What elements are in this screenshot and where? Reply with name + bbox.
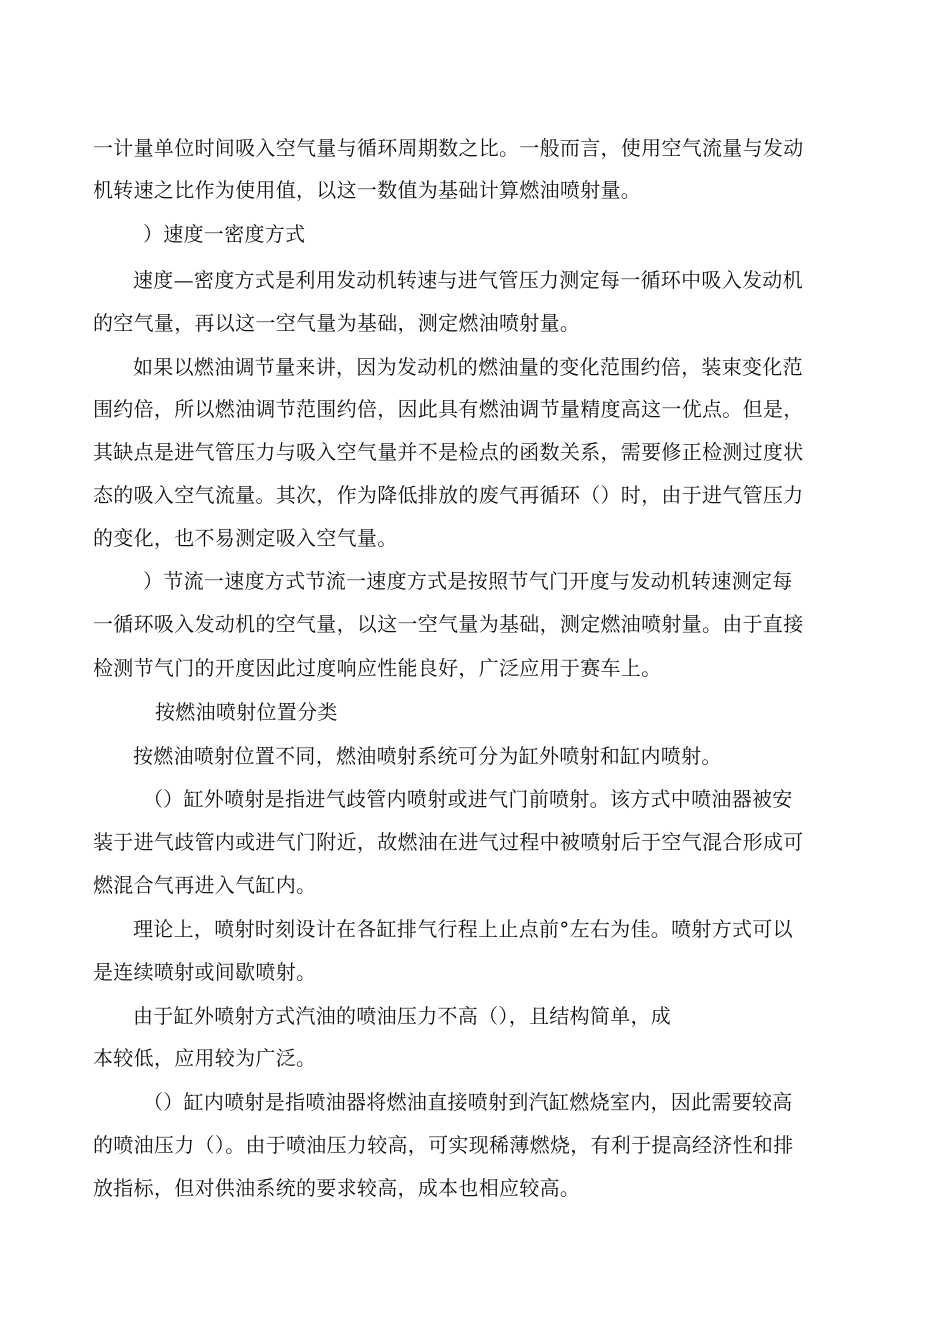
paragraph-p9-line-3: 放指标，但对供油系统的要求较高，成本也相应较高。 [93, 1176, 581, 1200]
paragraph-p3-line-5: 的变化，也不易测定吸入空气量。 [93, 526, 398, 550]
paragraph-p1-line-2: 机转速之比作为使用值，以这一数值为基础计算燃油喷射量。 [93, 178, 642, 202]
paragraph-p6-line-1: （）缸外喷射是指进气歧管内喷射或进气门前喷射。该方式中喷油器被安 [143, 787, 793, 811]
paragraph-p4-line-1: ）节流一速度方式节流一速度方式是按照节气门开度与发动机转速测定每 [143, 569, 793, 593]
paragraph-p7-line-1: 理论上，喷射时刻设计在各缸排气行程上止点前°左右为佳。喷射方式可以 [133, 917, 793, 941]
paragraph-p1-line-1: 一计量单位时间吸入空气量与循环周期数之比。一般而言，使用空气流量与发动 [93, 136, 804, 160]
paragraph-p6-line-3: 燃混合气再进入气缸内。 [93, 873, 317, 897]
section-heading-speed-density: ）速度一密度方式 [143, 222, 306, 246]
paragraph-p8-line-1: 由于缸外喷射方式汽油的喷油压力不高（），且结构简单，成 [133, 1004, 672, 1028]
paragraph-p6-line-2: 装于进气歧管内或进气门附近，故燃油在进气过程中被喷射后于空气混合形成可 [93, 830, 804, 854]
paragraph-p4-line-2: 一循环吸入发动机的空气量，以这一空气量为基础，测定燃油喷射量。由于直接 [93, 612, 804, 636]
paragraph-p2-line-2: 的空气量，再以这一空气量为基础，测定燃油喷射量。 [93, 311, 581, 335]
paragraph-p2-line-1: 速度—密度方式是利用发动机转速与进气管压力测定每一循环中吸入发动机 [133, 268, 803, 292]
paragraph-p3-line-4: 态的吸入空气流量。其次，作为降低排放的废气再循环（）时，由于进气管压力 [93, 483, 804, 507]
paragraph-p3-line-3: 其缺点是进气管压力与吸入空气量并不是检点的函数关系，需要修正检测过度状 [93, 440, 804, 464]
section-heading-injection-position: 按燃油喷射位置分类 [155, 700, 338, 724]
paragraph-p3-line-1: 如果以燃油调节量来讲，因为发动机的燃油量的变化范围约倍，装束变化范 [133, 355, 803, 379]
paragraph-p3-line-2: 围约倍，所以燃油调节范围约倍，因此具有燃油调节量精度高这一优点。但是， [93, 397, 804, 421]
paragraph-p8-line-2: 本较低，应用较为广泛。 [93, 1046, 317, 1070]
paragraph-p7-line-2: 是连续喷射或间歇喷射。 [93, 960, 317, 984]
paragraph-p9-line-2: 的喷油压力（）。由于喷油压力较高，可实现稀薄燃烧，有利于提高经济性和排 [93, 1133, 794, 1157]
paragraph-p5-line-1: 按燃油喷射位置不同，燃油喷射系统可分为缸外喷射和缸内喷射。 [133, 744, 722, 768]
paragraph-p4-line-3: 检测节气门的开度因此过度响应性能良好，广泛应用于赛车上。 [93, 656, 662, 680]
paragraph-p9-line-1: （）缸内喷射是指喷油器将燃油直接喷射到汽缸燃烧室内，因此需要较高 [143, 1090, 793, 1114]
